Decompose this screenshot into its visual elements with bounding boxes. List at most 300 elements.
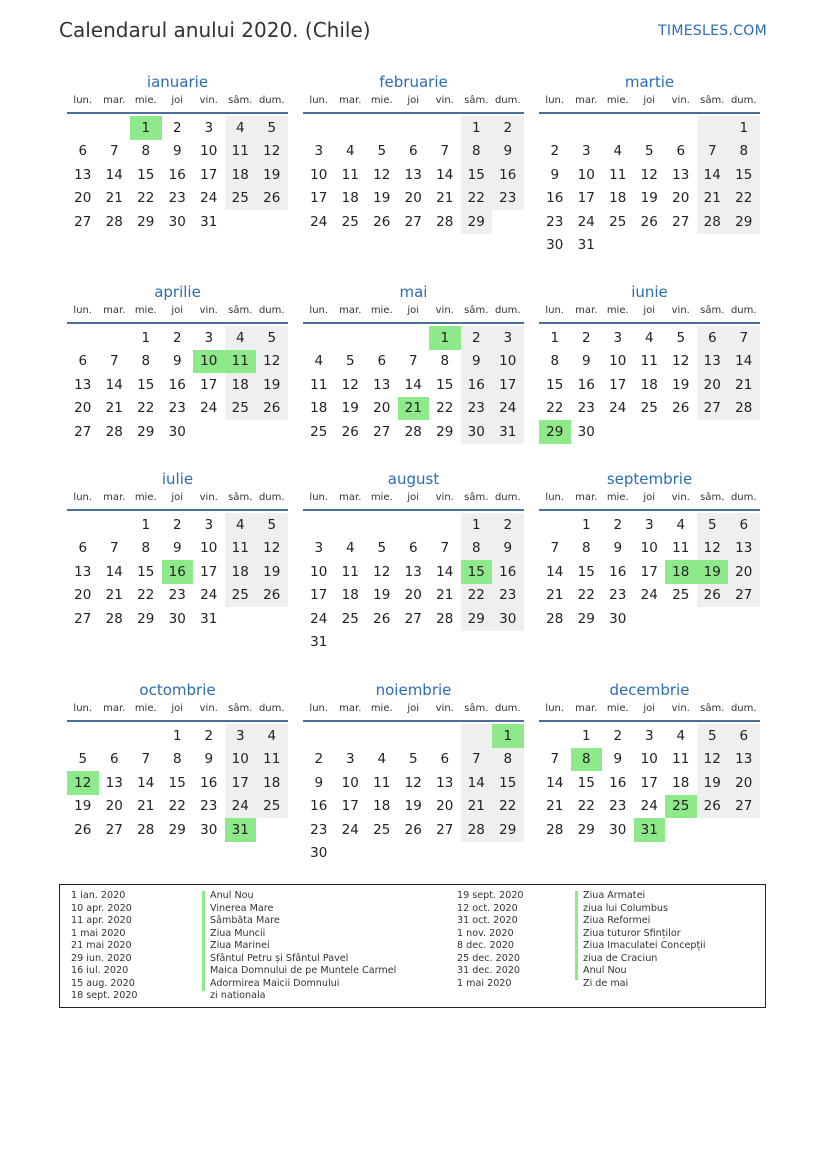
day-cell: 18 xyxy=(225,163,257,187)
day-cell: 30 xyxy=(609,821,627,838)
day-cell: 24 xyxy=(310,213,328,230)
day-cell: 26 xyxy=(373,610,391,627)
empty-cell xyxy=(634,234,666,258)
weekday-label: vin. xyxy=(435,492,454,503)
day-cell: 19 xyxy=(256,560,288,584)
day-cell: 9 xyxy=(581,353,591,370)
day-cell: 7 xyxy=(440,143,450,160)
day-cell: 24 xyxy=(225,795,257,819)
weekday-label: dum. xyxy=(258,305,285,316)
weekday-header xyxy=(539,702,760,720)
day-cell: 5 xyxy=(345,353,355,370)
day-cell: 15 xyxy=(168,774,186,791)
holiday-day-cell: 31 xyxy=(634,818,666,842)
weekday-label: lun. xyxy=(545,703,565,714)
empty-cell xyxy=(728,607,760,631)
day-cell: 2 xyxy=(492,116,524,140)
day-cell: 21 xyxy=(105,190,123,207)
day-cell: 8 xyxy=(141,353,151,370)
day-cell: 9 xyxy=(461,350,493,374)
day-cell: 15 xyxy=(137,376,155,393)
weekday-label: mar. xyxy=(103,305,126,316)
day-cell: 3 xyxy=(613,329,623,346)
day-cell: 5 xyxy=(377,540,387,557)
empty-cell xyxy=(461,842,493,866)
brand-link[interactable]: TIMESLES.COM xyxy=(658,23,767,39)
day-cell: 6 xyxy=(109,751,119,768)
day-cell: 8 xyxy=(581,540,591,557)
day-cell: 8 xyxy=(461,537,493,561)
day-cell: 12 xyxy=(373,563,391,580)
day-cell: 11 xyxy=(341,563,359,580)
day-cell: 13 xyxy=(373,376,391,393)
days-grid xyxy=(67,724,288,842)
days-grid xyxy=(539,724,760,842)
empty-cell xyxy=(67,724,99,748)
day-cell: 7 xyxy=(408,353,418,370)
day-cell: 18 xyxy=(341,587,359,604)
weekday-label: mar. xyxy=(575,305,598,316)
day-cell: 19 xyxy=(373,190,391,207)
legend-holiday-name: Sâmbăta Mare xyxy=(210,915,280,926)
day-cell: 19 xyxy=(256,373,288,397)
day-cell: 16 xyxy=(168,376,186,393)
day-cell: 19 xyxy=(256,163,288,187)
day-cell: 21 xyxy=(546,587,564,604)
legend-bar-left xyxy=(202,891,205,991)
day-cell: 5 xyxy=(644,143,654,160)
day-cell: 10 xyxy=(200,540,218,557)
day-cell: 10 xyxy=(225,748,257,772)
day-cell: 23 xyxy=(310,821,328,838)
day-cell: 22 xyxy=(137,190,155,207)
day-cell: 2 xyxy=(613,727,623,744)
day-cell: 3 xyxy=(644,516,654,533)
day-cell: 3 xyxy=(204,119,214,136)
day-cell: 3 xyxy=(492,326,524,350)
empty-cell xyxy=(492,631,524,655)
day-cell: 15 xyxy=(461,163,493,187)
day-cell: 22 xyxy=(728,187,760,211)
empty-cell xyxy=(697,818,729,842)
weekday-header xyxy=(67,94,288,112)
empty-cell xyxy=(335,513,367,537)
weekday-label: mie. xyxy=(606,305,629,316)
month-octombrie xyxy=(67,680,288,842)
day-cell: 19 xyxy=(640,190,658,207)
day-cell: 16 xyxy=(200,774,218,791)
weekday-label: dum. xyxy=(730,95,757,106)
day-cell: 16 xyxy=(609,774,627,791)
day-cell: 28 xyxy=(546,610,564,627)
day-cell: 5 xyxy=(78,751,88,768)
month-septembrie xyxy=(539,469,760,631)
empty-cell xyxy=(665,116,697,140)
weekday-label: joi xyxy=(407,95,420,106)
day-cell: 1 xyxy=(581,727,591,744)
holiday-day-cell: 8 xyxy=(571,748,603,772)
day-cell: 26 xyxy=(373,213,391,230)
day-cell: 19 xyxy=(373,587,391,604)
day-cell: 20 xyxy=(728,771,760,795)
day-cell: 13 xyxy=(74,166,92,183)
day-cell: 24 xyxy=(640,587,658,604)
days-grid xyxy=(539,326,760,444)
day-cell: 28 xyxy=(137,821,155,838)
empty-cell xyxy=(398,116,430,140)
day-cell: 14 xyxy=(436,563,454,580)
weekday-label: mar. xyxy=(575,492,598,503)
day-cell: 26 xyxy=(697,795,729,819)
holiday-day-cell: 31 xyxy=(225,818,257,842)
header-rule xyxy=(539,720,760,722)
month-aprilie xyxy=(67,282,288,444)
weekday-label: mie. xyxy=(370,703,393,714)
weekday-label: lun. xyxy=(545,305,565,316)
day-cell: 13 xyxy=(74,563,92,580)
day-cell: 25 xyxy=(225,187,257,211)
day-cell: 5 xyxy=(256,513,288,537)
legend-date: 1 nov. 2020 xyxy=(457,927,514,939)
day-cell: 12 xyxy=(256,350,288,374)
month-august xyxy=(303,469,524,654)
day-cell: 11 xyxy=(310,376,328,393)
day-cell: 11 xyxy=(672,751,690,768)
day-cell: 8 xyxy=(728,140,760,164)
day-cell: 29 xyxy=(436,423,454,440)
weekday-header xyxy=(67,702,288,720)
weekday-label: dum. xyxy=(258,95,285,106)
day-cell: 8 xyxy=(440,353,450,370)
day-cell: 17 xyxy=(341,798,359,815)
empty-cell xyxy=(256,818,288,842)
day-cell: 10 xyxy=(341,774,359,791)
empty-cell xyxy=(366,513,398,537)
day-cell: 29 xyxy=(461,607,493,631)
day-cell: 5 xyxy=(408,751,418,768)
weekday-label: sâm. xyxy=(464,305,489,316)
empty-cell xyxy=(398,724,430,748)
day-cell: 5 xyxy=(256,326,288,350)
weekday-label: dum. xyxy=(730,703,757,714)
day-cell: 1 xyxy=(141,516,151,533)
day-cell: 14 xyxy=(105,376,123,393)
empty-cell xyxy=(366,326,398,350)
month-ianuarie xyxy=(67,72,288,234)
day-cell: 2 xyxy=(461,326,493,350)
days-grid xyxy=(67,116,288,234)
day-cell: 5 xyxy=(697,724,729,748)
legend-date: 31 dec. 2020 xyxy=(457,965,521,976)
weekday-label: sâm. xyxy=(700,305,725,316)
day-cell: 14 xyxy=(728,350,760,374)
day-cell: 14 xyxy=(697,163,729,187)
day-cell: 2 xyxy=(492,513,524,537)
day-cell: 22 xyxy=(436,400,454,417)
weekday-label: mar. xyxy=(575,703,598,714)
weekday-label: joi xyxy=(643,305,656,316)
day-cell: 19 xyxy=(74,798,92,815)
empty-cell xyxy=(539,513,571,537)
empty-cell xyxy=(665,420,697,444)
day-cell: 2 xyxy=(314,751,324,768)
weekday-label: dum. xyxy=(494,492,521,503)
holiday-day-cell: 18 xyxy=(665,560,697,584)
day-cell: 20 xyxy=(404,587,422,604)
legend-date: 19 sept. 2020 xyxy=(457,890,524,901)
day-cell: 26 xyxy=(640,213,658,230)
day-cell: 25 xyxy=(609,213,627,230)
day-cell: 20 xyxy=(74,587,92,604)
day-cell: 29 xyxy=(137,213,155,230)
day-cell: 19 xyxy=(697,771,729,795)
day-cell: 2 xyxy=(581,329,591,346)
day-cell: 5 xyxy=(697,513,729,537)
day-cell: 12 xyxy=(341,376,359,393)
month-februarie xyxy=(303,72,524,234)
holiday-day-cell: 29 xyxy=(539,420,571,444)
empty-cell xyxy=(602,234,634,258)
empty-cell xyxy=(225,420,257,444)
empty-cell xyxy=(728,420,760,444)
legend-date: 15 aug. 2020 xyxy=(71,977,135,989)
day-cell: 16 xyxy=(546,190,564,207)
empty-cell xyxy=(99,513,131,537)
day-cell: 24 xyxy=(341,821,359,838)
day-cell: 30 xyxy=(546,237,564,254)
weekday-label: vin. xyxy=(671,95,690,106)
legend-date: 18 sept. 2020 xyxy=(71,990,138,1001)
day-cell: 21 xyxy=(697,187,729,211)
empty-cell xyxy=(634,116,666,140)
legend-holiday-name: Ziua Armatei xyxy=(583,890,646,901)
day-cell: 7 xyxy=(728,326,760,350)
header-rule xyxy=(67,720,288,722)
empty-cell xyxy=(303,116,335,140)
weekday-label: mie. xyxy=(134,703,157,714)
day-cell: 29 xyxy=(492,818,524,842)
day-cell: 27 xyxy=(436,821,454,838)
weekday-header xyxy=(303,304,524,322)
empty-cell xyxy=(99,116,131,140)
empty-cell xyxy=(67,326,99,350)
weekday-label: mar. xyxy=(339,95,362,106)
day-cell: 1 xyxy=(550,329,560,346)
day-cell: 4 xyxy=(676,727,686,744)
days-grid xyxy=(67,513,288,631)
empty-cell xyxy=(335,724,367,748)
weekday-label: mie. xyxy=(606,703,629,714)
day-cell: 29 xyxy=(461,210,493,234)
day-cell: 31 xyxy=(577,237,595,254)
day-cell: 26 xyxy=(341,423,359,440)
weekday-label: lun. xyxy=(73,492,93,503)
weekday-label: vin. xyxy=(435,95,454,106)
weekday-label: lun. xyxy=(309,95,329,106)
day-cell: 28 xyxy=(546,821,564,838)
month-decembrie xyxy=(539,680,760,842)
day-cell: 18 xyxy=(672,774,690,791)
holiday-day-cell: 25 xyxy=(665,795,697,819)
day-cell: 6 xyxy=(408,143,418,160)
day-cell: 24 xyxy=(577,213,595,230)
weekday-label: lun. xyxy=(309,305,329,316)
day-cell: 22 xyxy=(168,798,186,815)
weekday-label: dum. xyxy=(258,492,285,503)
day-cell: 20 xyxy=(105,798,123,815)
day-cell: 13 xyxy=(728,537,760,561)
empty-cell xyxy=(335,326,367,350)
day-cell: 3 xyxy=(204,516,214,533)
day-cell: 2 xyxy=(172,329,182,346)
day-cell: 4 xyxy=(225,326,257,350)
holiday-day-cell: 1 xyxy=(429,326,461,350)
day-cell: 1 xyxy=(728,116,760,140)
day-cell: 23 xyxy=(546,213,564,230)
day-cell: 23 xyxy=(492,187,524,211)
day-cell: 9 xyxy=(613,540,623,557)
day-cell: 16 xyxy=(609,563,627,580)
day-cell: 2 xyxy=(204,727,214,744)
day-cell: 3 xyxy=(314,143,324,160)
day-cell: 16 xyxy=(577,376,595,393)
day-cell: 4 xyxy=(225,513,257,537)
day-cell: 27 xyxy=(697,397,729,421)
legend-holiday-name: Ziua Imaculatei Concepții xyxy=(583,940,706,951)
empty-cell xyxy=(99,326,131,350)
empty-cell xyxy=(602,116,634,140)
day-cell: 3 xyxy=(644,727,654,744)
day-cell: 16 xyxy=(310,798,328,815)
day-cell: 25 xyxy=(225,584,257,608)
weekday-label: mar. xyxy=(339,305,362,316)
weekday-label: lun. xyxy=(73,305,93,316)
empty-cell xyxy=(429,631,461,655)
day-cell: 30 xyxy=(200,821,218,838)
day-cell: 4 xyxy=(644,329,654,346)
weekday-header xyxy=(303,491,524,509)
day-cell: 21 xyxy=(105,400,123,417)
day-cell: 11 xyxy=(341,166,359,183)
day-cell: 27 xyxy=(404,610,422,627)
legend-holiday-name: Ziua Muncii xyxy=(210,927,266,939)
day-cell: 22 xyxy=(546,400,564,417)
day-cell: 12 xyxy=(373,166,391,183)
day-cell: 31 xyxy=(310,634,328,651)
day-cell: 25 xyxy=(310,423,328,440)
day-cell: 4 xyxy=(345,540,355,557)
weekday-label: mar. xyxy=(339,703,362,714)
day-cell: 13 xyxy=(672,166,690,183)
empty-cell xyxy=(130,724,162,748)
day-cell: 17 xyxy=(310,190,328,207)
day-cell: 20 xyxy=(74,190,92,207)
weekday-label: vin. xyxy=(199,95,218,106)
holiday-day-cell: 1 xyxy=(130,116,162,140)
day-cell: 22 xyxy=(492,795,524,819)
legend-date: 1 ian. 2020 xyxy=(71,890,126,901)
weekday-label: joi xyxy=(643,492,656,503)
holiday-day-cell: 12 xyxy=(67,771,99,795)
holiday-legend xyxy=(59,884,766,1008)
day-cell: 6 xyxy=(697,326,729,350)
empty-cell xyxy=(398,326,430,350)
day-cell: 17 xyxy=(225,771,257,795)
weekday-label: sâm. xyxy=(228,492,253,503)
days-grid xyxy=(303,326,524,444)
day-cell: 5 xyxy=(676,329,686,346)
day-cell: 2 xyxy=(550,143,560,160)
empty-cell xyxy=(366,842,398,866)
day-cell: 12 xyxy=(697,748,729,772)
header-rule xyxy=(303,322,524,324)
day-cell: 30 xyxy=(461,420,493,444)
day-cell: 1 xyxy=(581,516,591,533)
empty-cell xyxy=(461,724,493,748)
day-cell: 23 xyxy=(577,400,595,417)
weekday-label: joi xyxy=(171,305,184,316)
empty-cell xyxy=(634,420,666,444)
day-cell: 20 xyxy=(404,190,422,207)
day-cell: 15 xyxy=(137,563,155,580)
day-cell: 8 xyxy=(141,540,151,557)
header-rule xyxy=(539,112,760,114)
empty-cell xyxy=(398,513,430,537)
day-cell: 10 xyxy=(310,563,328,580)
empty-cell xyxy=(429,842,461,866)
holiday-day-cell: 21 xyxy=(398,397,430,421)
legend-date: 29 iun. 2020 xyxy=(71,952,132,964)
day-cell: 14 xyxy=(436,166,454,183)
day-cell: 21 xyxy=(728,373,760,397)
day-cell: 4 xyxy=(225,116,257,140)
day-cell: 15 xyxy=(137,166,155,183)
empty-cell xyxy=(539,724,571,748)
day-cell: 30 xyxy=(168,423,186,440)
empty-cell xyxy=(398,842,430,866)
day-cell: 4 xyxy=(345,143,355,160)
day-cell: 13 xyxy=(105,774,123,791)
legend-holiday-name: Maica Domnului de pe Muntele Carmel xyxy=(210,965,397,976)
weekday-label: joi xyxy=(171,95,184,106)
weekday-label: lun. xyxy=(545,95,565,106)
day-cell: 3 xyxy=(345,751,355,768)
day-cell: 24 xyxy=(310,610,328,627)
day-cell: 23 xyxy=(609,587,627,604)
day-cell: 18 xyxy=(609,190,627,207)
header-rule xyxy=(67,509,288,511)
day-cell: 21 xyxy=(546,798,564,815)
month-name: august xyxy=(387,470,440,488)
empty-cell xyxy=(225,607,257,631)
days-grid xyxy=(303,513,524,654)
day-cell: 7 xyxy=(141,751,151,768)
day-cell: 3 xyxy=(581,143,591,160)
weekday-label: mar. xyxy=(103,95,126,106)
day-cell: 20 xyxy=(74,400,92,417)
day-cell: 19 xyxy=(672,376,690,393)
day-cell: 23 xyxy=(461,397,493,421)
day-cell: 23 xyxy=(168,400,186,417)
weekday-label: vin. xyxy=(435,305,454,316)
weekday-label: joi xyxy=(643,703,656,714)
legend-date: 8 dec. 2020 xyxy=(457,940,514,951)
day-cell: 17 xyxy=(640,774,658,791)
day-cell: 11 xyxy=(640,353,658,370)
day-cell: 15 xyxy=(577,774,595,791)
page-title: Calendarul anului 2020. (Chile) xyxy=(59,18,371,42)
day-cell: 22 xyxy=(577,587,595,604)
